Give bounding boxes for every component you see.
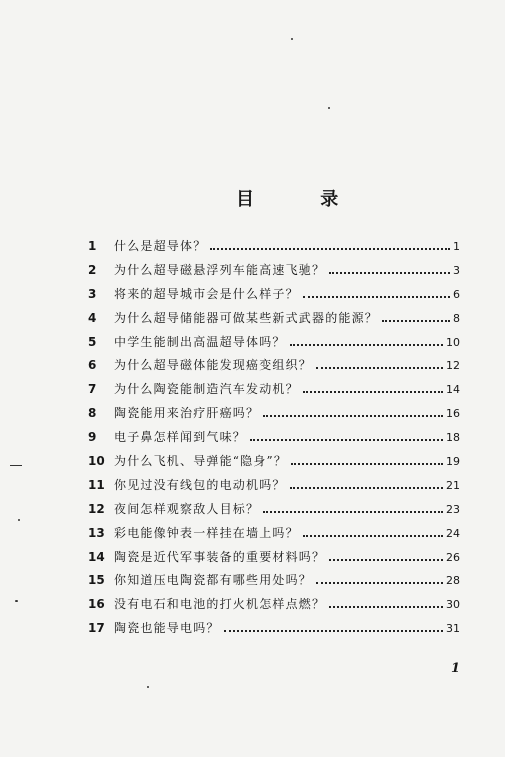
toc-entry-title: 将来的超导城市会是什么样子？ (114, 286, 299, 301)
dot-leader (303, 296, 450, 298)
page-number: 1 (451, 661, 461, 676)
toc-entry-page: 3 (453, 263, 460, 277)
toc-entry-title: 陶瓷能用来治疗肝癌吗？ (114, 406, 260, 421)
toc-entry-number: 7 (88, 382, 97, 397)
toc-entry (88, 380, 460, 404)
scan-speck (10, 465, 22, 466)
toc-entry-page: 30 (446, 598, 460, 612)
dot-leader (382, 320, 450, 322)
dot-leader (316, 582, 443, 584)
toc-entry (88, 524, 460, 548)
dot-leader (329, 559, 443, 561)
toc-entry-page: 21 (446, 478, 460, 492)
toc-entry (88, 309, 460, 333)
toc-entry-title: 夜间怎样观察敌人目标？ (114, 501, 260, 516)
dot-leader (290, 344, 443, 346)
toc-entry (88, 452, 460, 476)
dot-leader (316, 367, 443, 369)
toc-entry-page: 10 (446, 335, 460, 349)
toc-entry-number: 13 (88, 525, 105, 540)
toc-entry-number: 10 (88, 454, 105, 469)
scan-speck (18, 519, 20, 521)
toc-entry-title: 陶瓷是近代军事装备的重要材料吗？ (114, 549, 326, 564)
toc-entry-number: 11 (88, 477, 105, 492)
toc-entry-page: 6 (453, 287, 460, 301)
toc-entry-title: 为什么超导磁体能发现癌变组织？ (114, 358, 313, 373)
dot-leader (303, 535, 443, 537)
toc-entry (88, 428, 460, 452)
scan-speck (291, 38, 293, 40)
toc-entry (88, 595, 460, 619)
toc-entry-number: 16 (88, 597, 105, 612)
dot-leader (291, 463, 443, 465)
dot-leader (263, 415, 443, 417)
toc-entry-number: 1 (88, 239, 97, 253)
toc-entry-title: 陶瓷也能导电吗？ (114, 621, 220, 636)
toc-entry (88, 571, 460, 595)
dot-leader (329, 272, 450, 274)
toc-entry-page: 28 (446, 574, 460, 588)
toc-entry-page: 23 (446, 502, 460, 516)
toc-entry (88, 500, 460, 524)
toc-entry-title: 为什么超导磁悬浮列车能高速飞驰？ (114, 262, 326, 277)
toc-entry-page: 24 (446, 526, 460, 540)
toc-entry-page: 14 (446, 383, 460, 397)
dot-leader (263, 511, 443, 513)
toc-entry (88, 619, 460, 643)
toc-entry (88, 404, 460, 428)
dot-leader (224, 630, 443, 632)
toc-entry (88, 333, 460, 357)
toc-entry-title: 彩电能像钟表一样挂在墙上吗？ (114, 525, 299, 540)
page-title: 目 录 (236, 189, 369, 210)
toc-entry-title: 电子鼻怎样闻到气味？ (114, 430, 247, 445)
toc-entry-title: 没有电石和电池的打火机怎样点燃？ (114, 597, 326, 612)
scan-speck (147, 686, 149, 688)
toc-entry-title: 中学生能制出高温超导体吗？ (114, 334, 286, 349)
toc-entry-page: 12 (446, 359, 460, 373)
toc-entry-number: 3 (88, 286, 97, 301)
toc-entry-title: 你见过没有线包的电动机吗？ (114, 477, 286, 492)
toc-entry-page: 16 (446, 407, 460, 421)
toc-entry-number: 14 (88, 549, 105, 564)
toc-entry-number: 4 (88, 310, 97, 325)
toc-entry (88, 476, 460, 500)
toc-entry-number: 2 (88, 262, 97, 277)
toc-entry-number: 6 (88, 358, 97, 373)
toc-entry-page: 8 (453, 311, 460, 325)
dot-leader (290, 487, 443, 489)
toc-entry-number: 12 (88, 501, 105, 516)
toc-entry-title: 为什么飞机、导弹能“隐身”？ (114, 454, 288, 469)
toc-entry-title: 什么是超导体？ (114, 239, 207, 253)
scan-speck (15, 600, 18, 602)
toc-entry-page: 19 (446, 455, 460, 469)
toc-entry-number: 8 (88, 406, 97, 421)
toc-entry-number: 5 (88, 334, 97, 349)
dot-leader (250, 439, 443, 441)
dot-leader (303, 391, 443, 393)
toc-entry-page: 26 (446, 550, 460, 564)
toc-entry (88, 548, 460, 572)
toc-entry (88, 237, 460, 261)
toc-entry (88, 261, 460, 285)
toc-entry-number: 9 (88, 430, 97, 445)
toc-entry-title: 为什么陶瓷能制造汽车发动机？ (114, 382, 299, 397)
toc-entry-page: 31 (446, 622, 460, 636)
toc-entry (88, 356, 460, 380)
toc-entry-number: 17 (88, 621, 105, 636)
dot-leader (329, 606, 443, 608)
dot-leader (210, 248, 450, 250)
toc-entry (88, 285, 460, 309)
toc-entry-number: 15 (88, 573, 105, 588)
table-of-contents (88, 237, 460, 643)
toc-entry-title: 为什么超导储能器可做某些新式武器的能源？ (114, 310, 379, 325)
toc-entry-page: 1 (453, 240, 460, 253)
toc-entry-title: 你知道压电陶瓷都有哪些用处吗？ (114, 573, 313, 588)
scan-speck (328, 107, 330, 109)
toc-entry-page: 18 (446, 431, 460, 445)
